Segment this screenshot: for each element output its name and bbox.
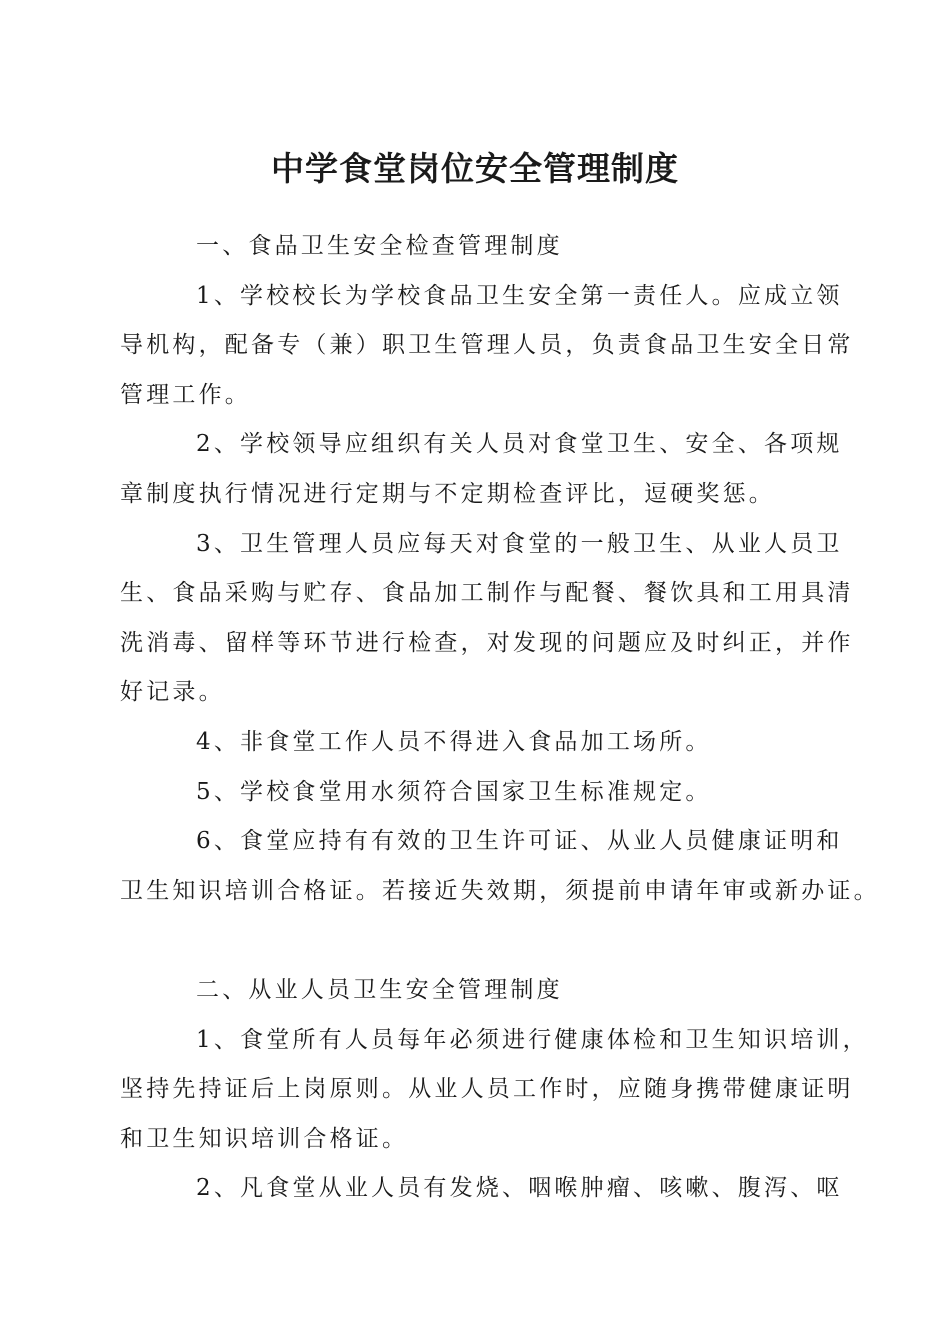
text-line: 坚持先持证后上岗原则。从业人员工作时，应随身携带健康证明	[120, 1076, 854, 1103]
section-1-heading	[120, 222, 850, 272]
section-1-item-3	[120, 520, 854, 718]
section-1-item-1	[120, 272, 854, 421]
text-line: 洗消毒、留样等环节进行检查，对发现的问题应及时纠正，并作	[120, 629, 854, 656]
text-line: 一、食品卫生安全检查管理制度	[196, 233, 563, 259]
document-body	[120, 222, 880, 1214]
text-line: 2、凡食堂从业人员有发烧、咽喉肿瘤、咳嗽、腹泻、呕	[196, 1175, 843, 1202]
section-2-item-1	[120, 1016, 869, 1165]
section-1-item-4	[120, 718, 850, 768]
text-line: 3、卫生管理人员应每天对食堂的一般卫生、从业人员卫	[196, 530, 843, 557]
text-line: 卫生知识培训合格证。若接近失效期，须提前申请年审或新办证。	[120, 877, 880, 904]
text-line: 导机构，配备专（兼）职卫生管理人员，负责食品卫生安全日常	[120, 332, 854, 359]
text-line: 二、从业人员卫生安全管理制度	[196, 976, 563, 1003]
section-1-item-6	[120, 817, 880, 916]
text-line: 4、非食堂工作人员不得进入食品加工场所。	[196, 728, 712, 755]
text-line: 2、学校领导应组织有关人员对食堂卫生、安全、各项规	[196, 431, 843, 458]
text-line: 生、食品采购与贮存、食品加工制作与配餐、餐饮具和工用具清	[120, 580, 854, 607]
text-line: 5、学校食堂用水须符合国家卫生标准规定。	[196, 778, 712, 805]
text-line: 1、食堂所有人员每年必须进行健康体检和卫生知识培训，	[196, 1026, 869, 1053]
text-line: 和卫生知识培训合格证。	[120, 1125, 409, 1152]
text-line: 1、学校校长为学校食品卫生安全第一责任人。应成立领	[196, 282, 843, 309]
text-line: 6、食堂应持有有效的卫生许可证、从业人员健康证明和	[196, 828, 843, 855]
document-title: 中学食堂岗位安全管理制度	[271, 149, 679, 188]
text-line: 管理工作。	[120, 381, 251, 408]
section-1-item-2	[120, 420, 850, 519]
section-2-item-2	[120, 1164, 850, 1214]
text-line: 好记录。	[120, 679, 225, 706]
section-2-heading	[120, 966, 850, 1016]
section-1-item-5	[120, 768, 850, 818]
text-line: 章制度执行情况进行定期与不定期检查评比，逗硬奖惩。	[120, 480, 775, 507]
